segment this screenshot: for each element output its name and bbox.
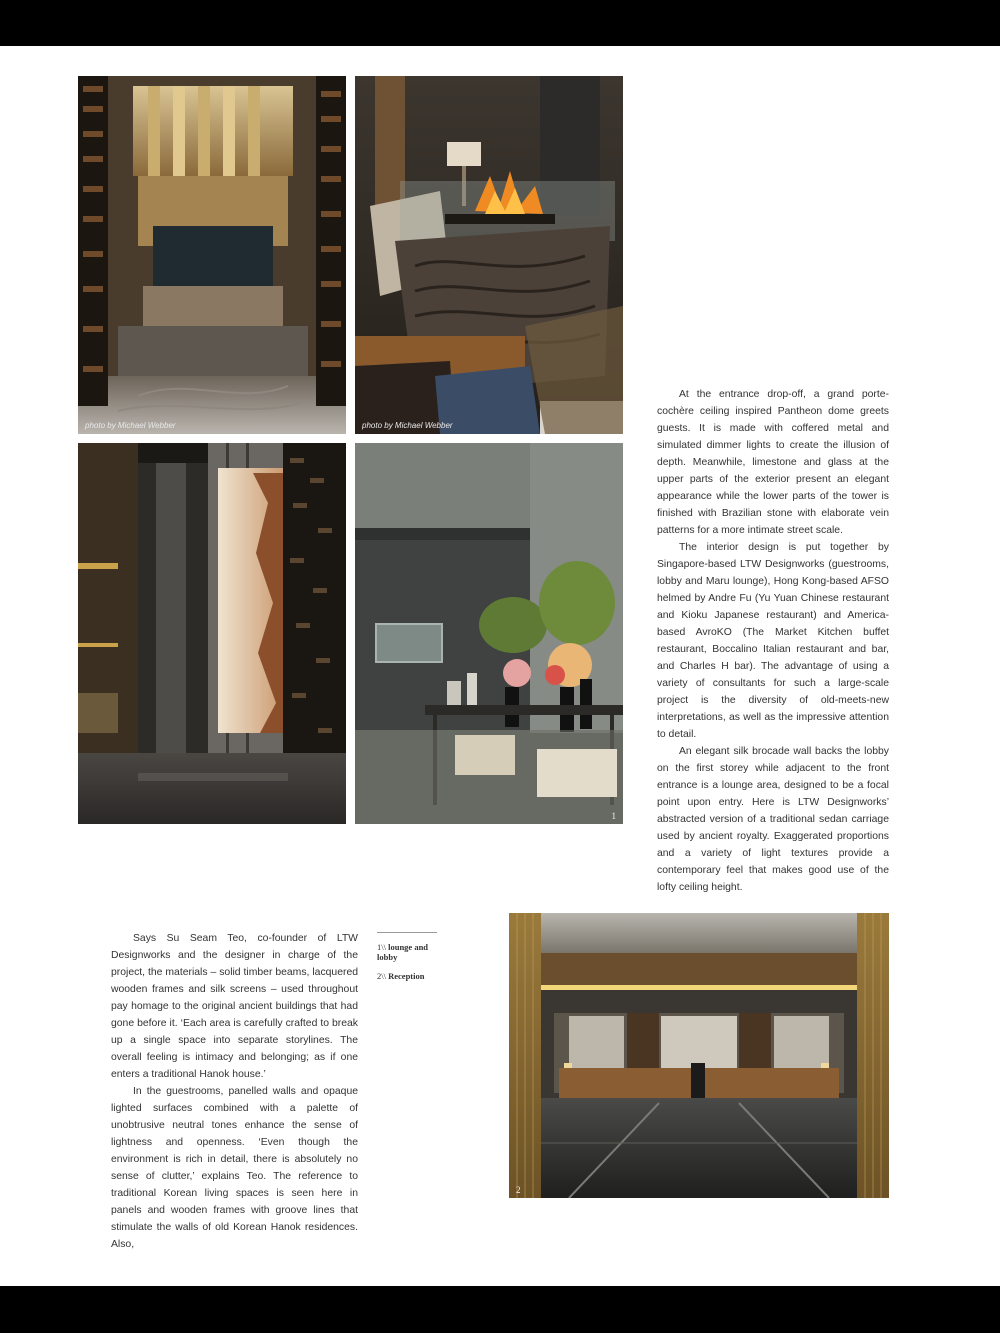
magazine-page [0,46,1000,1286]
photo-reception [509,913,889,1198]
photo-credit: photo by Michael Webber [362,421,453,430]
right-text-column [657,386,889,896]
photo-fire-pit [355,76,623,434]
caption-prefix: 2\\ [377,971,389,981]
left-text-column [111,930,358,1253]
photo-lobby-atrium [78,76,346,434]
caption-label: lounge and lobby [377,942,429,962]
photo-captions [377,932,437,990]
photo-credit: photo by Michael Webber [85,421,176,430]
paragraph: An elegant silk brocade wall backs the lobby on the first storey while adjacent to the front entrance is a lounge area, designed to be a focal point upon entry. Here is LTW Designworks’ abstracted version of a traditional sedan carriage used by ancient royalty. Exaggerated proportions and a variety of light textures provide a contemporary feel that makes good use of the lofty ceiling height. [657,746,889,893]
atrium-artwork-image [78,443,346,824]
paragraph: In the guestrooms, panelled walls and opaque lighted surfaces combined with a palette of unobtrusive neutral tones enhance the sense of lightness and openness. ‘Even though the environment is rich in detail, there is absolutely no sense of clutter,’ explains Teo. The reference to traditional Korean living spaces is seen here in panels and wooden frames with groove lines that stimulate the walls of old Korean Hanok residences. Also, [111,1086,358,1250]
photo-number: 2 [516,1185,521,1195]
caption-item [377,942,437,962]
lounge-flowers-image [355,443,623,824]
lobby-atrium-image [78,76,346,434]
caption-item [377,971,437,981]
photo-atrium-artwork [78,443,346,824]
caption-label: Reception [388,971,425,981]
photo-lounge-flowers [355,443,623,824]
caption-prefix: 1\\ [377,942,389,952]
photo-number: 1 [611,811,616,821]
paragraph: The interior design is put together by Singapore-based LTW Designworks (guestrooms, lobby and Maru lounge), Hong Kong-based AFSO helmed by Andre Fu (Yu Yuan Chinese restaurant and Kioku Japanese restaurant) and America-based AvroKO (The Market Kitchen buffet restaurant, Boccalino Italian restaurant and bar, and Charles H bar). The advantage of using a variety of consultants for such a large-scale project is the diversity of old-meets-new interpretations, as well as the impressive attention to detail. [657,542,889,740]
paragraph: Says Su Seam Teo, co-founder of LTW Designworks and the designer in charge of the project, the materials – solid timber beams, lacquered wooden frames and silk screens – used throughout pay homage to the original ancient buildings that had gone before it. ‘Each area is carefully crafted to break up a single space into separate storylines. The overall feeling is intimacy and belonging; as if one enters a traditional Hanok house.’ [111,933,358,1080]
fire-pit-image [355,76,623,434]
reception-image [509,913,889,1198]
paragraph: At the entrance drop-off, a grand porte-cochère ceiling inspired Pantheon dome greets guests. It is made with coffered metal and simulated dimmer lights to create the illusion of depth. Meanwhile, limestone and glass at the upper parts of the exterior present an elegant appearance while the lower parts of the tower is finished with Brazilian stone with elaborate vein patterns for a more intimate street scale. [657,389,889,536]
